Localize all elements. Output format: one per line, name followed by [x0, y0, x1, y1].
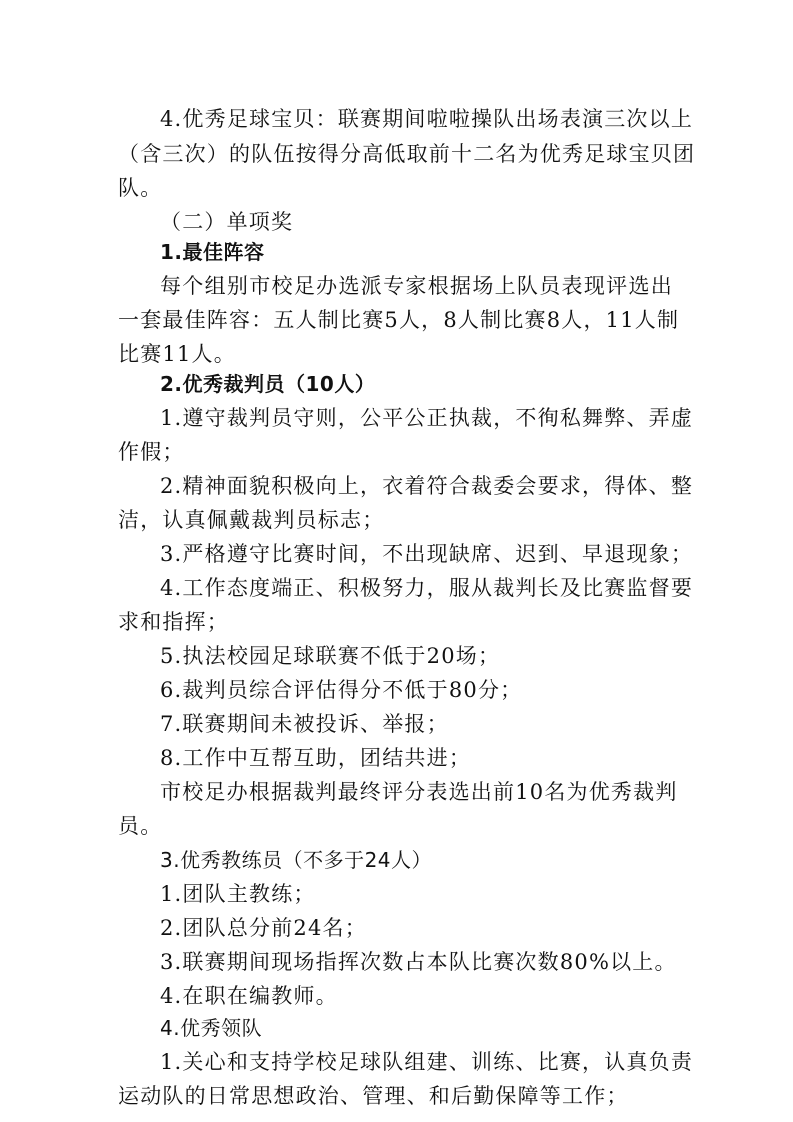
list-item: 5.执法校园足球联赛不低于20场； — [160, 644, 501, 668]
subsection-heading: 3.优秀教练员（不多于24人） — [160, 848, 433, 872]
paragraph-line: 4.优秀足球宝贝：联赛期间啦啦操队出场表演三次以上 — [160, 107, 694, 131]
paragraph-line: 队。 — [118, 176, 163, 200]
paragraph-line: 一套最佳阵容：五人制比赛5人，8人制比赛8人，11人制 — [118, 308, 680, 332]
paragraph-line: 比赛11人。 — [118, 342, 236, 366]
paragraph-line: （含三次）的队伍按得分高低取前十二名为优秀足球宝贝团 — [118, 142, 696, 166]
list-item: 4.工作态度端正、积极努力，服从裁判长及比赛监督要 — [160, 576, 694, 600]
list-item: 1.遵守裁判员守则，公平公正执裁，不徇私舞弊、弄虚 — [160, 406, 694, 430]
paragraph-line: 员。 — [118, 814, 163, 838]
list-item: 8.工作中互帮互助，团结共进； — [160, 746, 472, 770]
list-item: 7.联赛期间未被投诉、举报； — [160, 712, 449, 736]
list-item: 运动队的日常思想政治、管理、和后勤保障等工作； — [118, 1084, 629, 1108]
subsection-heading: 4.优秀领队 — [160, 1016, 263, 1040]
subsection-heading: 1.最佳阵容 — [160, 240, 265, 264]
list-item: 3.联赛期间现场指挥次数占本队比赛次数80%以上。 — [160, 950, 677, 974]
paragraph-line: 每个组别市校足办选派专家根据场上队员表现评选出 — [160, 274, 673, 298]
list-item: 6.裁判员综合评估得分不低于80分； — [160, 678, 523, 702]
list-item: 洁，认真佩戴裁判员标志； — [118, 508, 385, 532]
list-item: 1.关心和支持学校足球队组建、训练、比赛，认真负责 — [160, 1050, 694, 1074]
list-item: 2.精神面貌积极向上，衣着符合裁委会要求，得体、整 — [160, 474, 694, 498]
subsection-heading: 2.优秀裁判员（10人） — [160, 372, 376, 396]
list-item: 2.团队总分前24名； — [160, 916, 367, 940]
list-item: 求和指挥； — [118, 610, 229, 634]
list-item: 1.团队主教练； — [160, 882, 316, 906]
list-item: 3.严格遵守比赛时间，不出现缺席、迟到、早退现象； — [160, 542, 694, 566]
list-item: 作假； — [118, 440, 185, 464]
list-item: 4.在职在编教师。 — [160, 984, 338, 1008]
section-heading: （二）单项奖 — [160, 210, 294, 234]
paragraph-line: 市校足办根据裁判最终评分表选出前10名为优秀裁判 — [160, 780, 678, 804]
